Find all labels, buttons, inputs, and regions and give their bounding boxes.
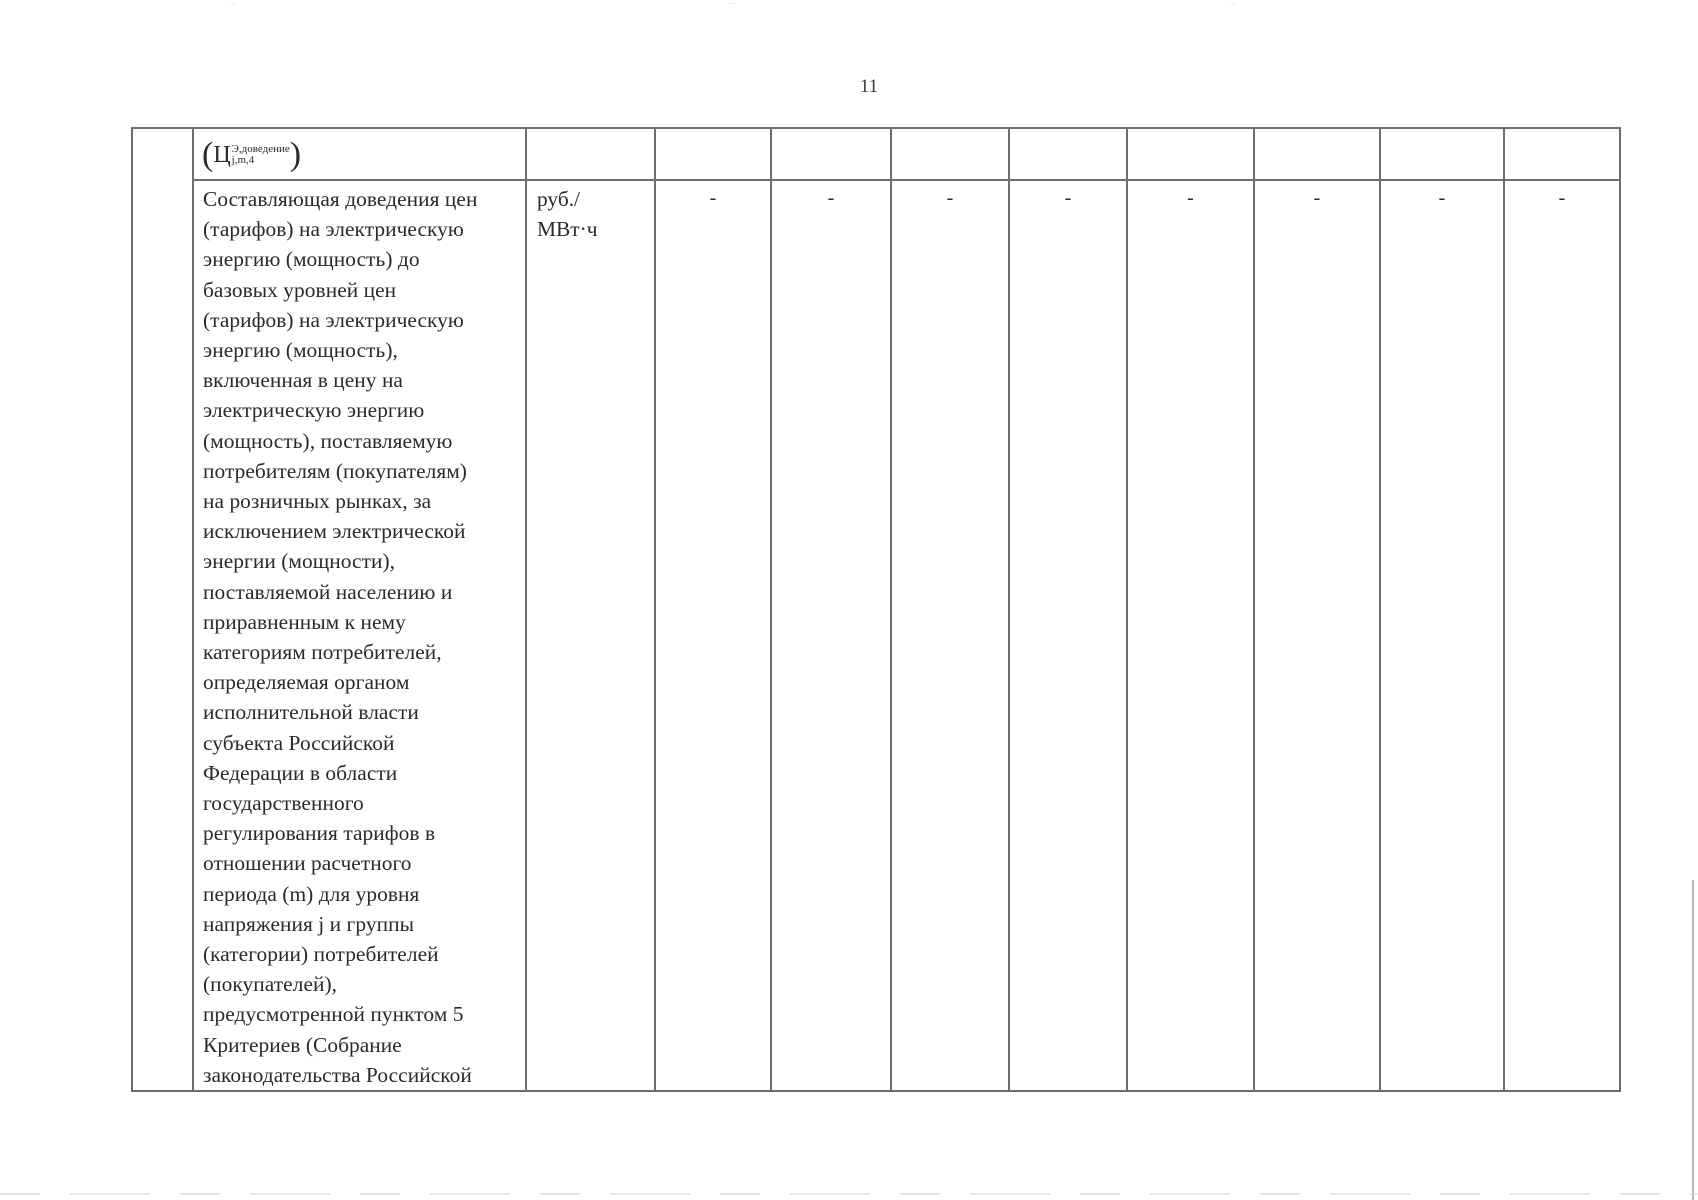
value-cell: -: [1254, 180, 1380, 1091]
value-cell: -: [655, 180, 771, 1091]
value-cell: -: [1009, 180, 1127, 1091]
table-row-description: [132, 180, 1620, 1091]
formula-superscript: Э,доведение: [231, 142, 290, 155]
value-cell: -: [1127, 180, 1254, 1091]
value-cell: -: [1504, 180, 1620, 1091]
formula-notation: [202, 131, 301, 177]
empty-cell: [526, 128, 655, 180]
data-table: [131, 127, 1621, 1092]
scan-artifact-edge: [1692, 880, 1694, 1200]
value-cell: -: [1380, 180, 1504, 1091]
formula-cell: [193, 128, 526, 180]
table-row-formula: [132, 128, 1620, 180]
scan-artifact-bottom: [0, 1193, 1698, 1195]
value-cell: -: [771, 180, 891, 1091]
row-number-cell: [132, 128, 193, 1091]
formula-subscript: j,m,4: [231, 153, 255, 166]
description-cell: Составляющая доведения цен (тарифов) на электрическую энергию (мощность) до базовых уровней цен (тарифов) на электрическую энергию (мощность), включенная в цену на электрическую энергию (мощность), поставляемую потребителям (покупателям) на розничных рынках, за исключением электрической энергии (мощности), поставляемой населению и приравненным к нему категориям потребителей, определяемая органом исполнительной власти субъекта Российской Федерации в области государственного регулирования тарифов в отношении расчетного периода (m) для уровня напряжения j и группы (категории) потребителей (покупателей), предусмотренной пунктом 5 Критериев (Собрание законодательства Российской: [193, 180, 526, 1091]
unit-cell: руб./ МВт·ч: [526, 180, 655, 1091]
formula-paren-open: (: [202, 135, 214, 173]
empty-cell: [1009, 128, 1127, 180]
formula-paren-close: ): [289, 135, 302, 173]
formula-scripts: [232, 144, 290, 166]
empty-cell: [1380, 128, 1504, 180]
empty-cell: [1127, 128, 1254, 180]
scan-artifact-top: [0, 3, 1698, 4]
empty-cell: [1504, 128, 1620, 180]
empty-cell: [655, 128, 771, 180]
empty-cell: [891, 128, 1009, 180]
value-cell: -: [891, 180, 1009, 1091]
formula-base: Ц: [213, 141, 231, 168]
page-number: 11: [859, 76, 879, 97]
empty-cell: [771, 128, 891, 180]
empty-cell: [1254, 128, 1380, 180]
